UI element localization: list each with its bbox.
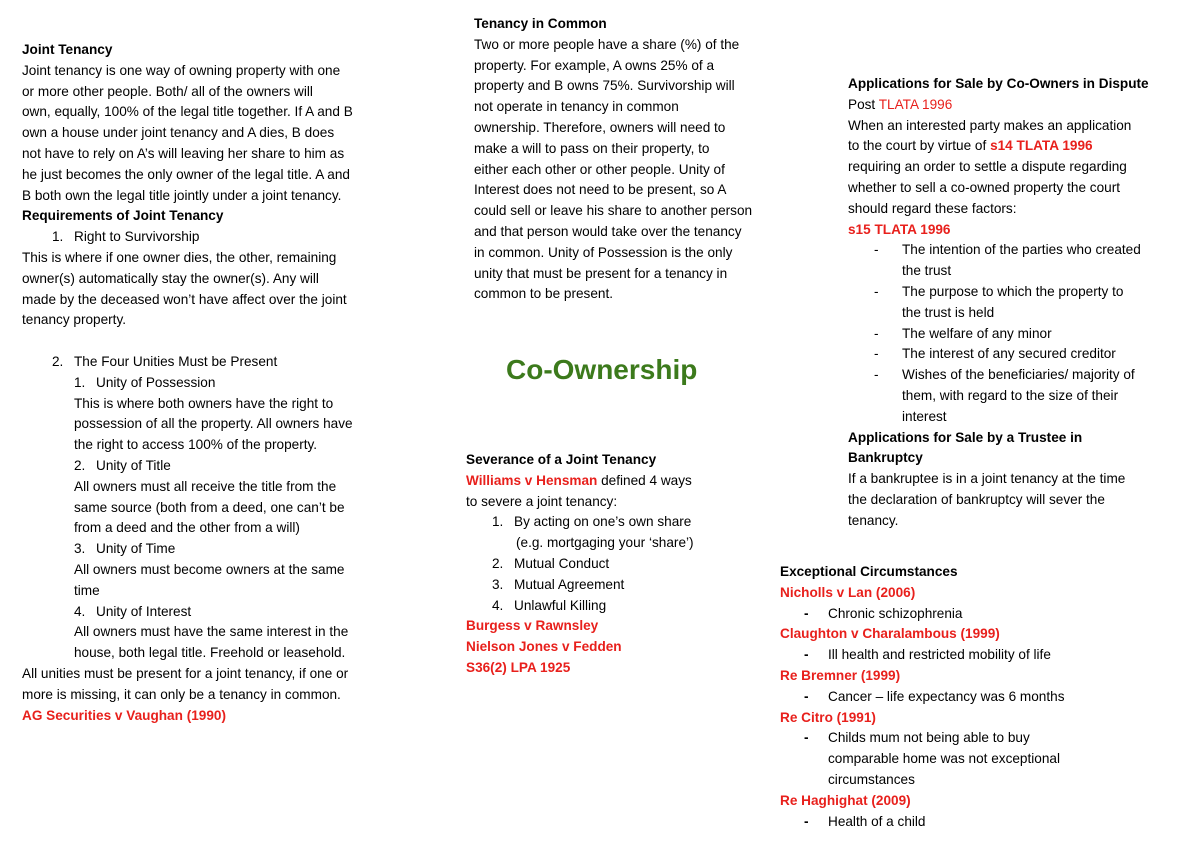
text-line: [848, 95, 1188, 116]
factor-item: [848, 344, 1188, 365]
text-line: [466, 471, 766, 492]
text-line: Chronic schizophrenia: [828, 605, 963, 621]
list-item-label: The Four Unities Must be Present: [74, 353, 278, 369]
text-line: property and B owns 75%. Survivorship will: [474, 78, 735, 94]
unity-title: [22, 456, 432, 477]
list-number: 1.: [74, 374, 86, 390]
text-line: B both own the legal title jointly under a joint tenancy.: [22, 187, 342, 203]
dash-bullet: -: [804, 813, 809, 829]
text-line: make a will to pass on their property, to: [474, 140, 710, 156]
unity-name: Unity of Possession: [96, 374, 216, 390]
exceptional-heading: Exceptional Circumstances: [780, 564, 958, 579]
case-citation: Nielson Jones v Fedden: [466, 639, 622, 655]
text-line: owner(s) automatically stay the owner(s). Any will: [22, 270, 319, 286]
statute-reference: s14 TLATA 1996: [990, 138, 1093, 154]
text-line: the declaration of bankruptcy will sever the: [848, 491, 1105, 507]
text-line: All owners must have the same interest in the: [74, 624, 349, 640]
tenancy-in-common-section: [474, 14, 814, 305]
text-line: in common. Unity of Possession is the only: [474, 244, 733, 260]
case-citation: Claughton v Charalambous (1999): [780, 626, 1000, 642]
factor-item: [848, 240, 1188, 282]
text-line: the trust is held: [902, 304, 995, 320]
unity-title: [22, 539, 432, 560]
text-line: more is missing, it can only be a tenancy in common.: [22, 686, 341, 702]
dash-bullet: -: [874, 283, 879, 299]
text-line: The welfare of any minor: [902, 325, 1052, 341]
page-title: Co-Ownership: [506, 354, 698, 385]
text-line: All owners must become owners at the same: [74, 561, 345, 577]
severance-heading: Severance of a Joint Tenancy: [466, 452, 657, 467]
text-line: whether to sell a co-owned property the court: [848, 179, 1121, 195]
text-line: not operate in tenancy in common: [474, 99, 679, 115]
text-line: possession of all the property. All owners have: [74, 416, 353, 432]
case-citation: AG Securities v Vaughan (1990): [22, 707, 226, 723]
dash-bullet: -: [804, 730, 809, 746]
unity-title: [22, 602, 432, 623]
text-line: This is where both owners have the right to: [74, 395, 334, 411]
text-line: them, with regard to the size of their: [902, 387, 1119, 403]
case-citation: Re Citro (1991): [780, 709, 876, 725]
exceptional-circumstances-section: [780, 562, 1120, 832]
list-item-label: Unlawful Killing: [514, 597, 607, 613]
text-line: the right to access 100% of the property.: [74, 437, 318, 453]
bankruptcy-heading: Applications for Sale by a Trustee in: [848, 429, 1083, 445]
case-citation: Burgess v Rawnsley: [466, 618, 599, 634]
list-item-label: Right to Survivorship: [74, 229, 200, 245]
case-citation: Nicholls v Lan (2006): [780, 584, 916, 600]
spacer: [22, 331, 432, 352]
case-point: [780, 812, 1120, 833]
list-item: [466, 554, 766, 575]
text-line: tenancy.: [848, 512, 899, 528]
dash-bullet: -: [874, 325, 879, 341]
dash-bullet: -: [874, 242, 879, 258]
case-point: [780, 604, 1120, 625]
list-number: 3.: [74, 541, 86, 557]
text-line: The interest of any secured creditor: [902, 346, 1116, 362]
text-line: and that person would take over the tenancy: [474, 223, 742, 239]
text-fragment: to the court by virtue of: [848, 138, 991, 154]
unity-name: Unity of Interest: [96, 603, 192, 619]
text-line: All owners must all receive the title from the: [74, 478, 337, 494]
text-line: own, equally, 100% of the legal title together. If A and B: [22, 104, 353, 120]
text-line: property. For example, A owns 25% of a: [474, 57, 715, 73]
text-line: own a house under joint tenancy and A dies, B does: [22, 125, 335, 141]
case-point: [780, 728, 1120, 790]
text-line: Health of a child: [828, 813, 926, 829]
dash-bullet: -: [804, 688, 809, 704]
text-line: to severe a joint tenancy:: [466, 493, 618, 509]
text-line: interest: [902, 408, 947, 424]
text-line: from a deed and the other from a will): [74, 520, 300, 536]
applications-heading: Applications for Sale by Co-Owners in Dispute: [848, 76, 1149, 91]
list-item: [466, 512, 766, 533]
list-number: 2.: [492, 555, 504, 571]
dash-bullet: -: [874, 346, 879, 362]
case-point: [780, 687, 1120, 708]
text-line: If a bankruptee is in a joint tenancy at the time: [848, 471, 1126, 487]
case-citation: Williams v Hensman: [466, 472, 598, 488]
text-line: All unities must be present for a joint tenancy, if one or: [22, 665, 349, 681]
list-item-label: By acting on one’s own share: [514, 514, 692, 530]
list-item: [466, 596, 766, 617]
joint-tenancy-section: [22, 40, 432, 726]
dash-bullet: -: [804, 647, 809, 663]
text-line: he just becomes the only owner of the legal title. A and: [22, 166, 350, 182]
dash-bullet: -: [804, 605, 809, 621]
list-number: 1.: [52, 229, 64, 245]
text-line: unity that must be present for a tenancy in: [474, 265, 728, 281]
text-fragment: Post: [848, 96, 879, 112]
list-number: 2.: [74, 457, 86, 473]
list-number: 4.: [74, 603, 86, 619]
list-number: 4.: [492, 597, 504, 613]
text-line: When an interested party makes an application: [848, 117, 1132, 133]
text-line: circumstances: [828, 771, 915, 787]
factor-item: [848, 365, 1188, 427]
unity-title: [22, 373, 432, 394]
case-citation: Re Haghighat (2009): [780, 792, 911, 808]
text-line: house, both legal title. Freehold or leasehold.: [74, 645, 346, 661]
list-number: 1.: [492, 514, 504, 530]
text-line: Joint tenancy is one way of owning property with one: [22, 62, 341, 78]
list-item-label: Mutual Agreement: [514, 576, 625, 592]
case-citation: S36(2) LPA 1925: [466, 659, 571, 675]
text-line: could sell or leave his share to another person: [474, 203, 753, 219]
text-line: same source (both from a deed, one can’t be: [74, 499, 345, 515]
text-line: Cancer – life expectancy was 6 months: [828, 688, 1065, 704]
severance-section: [466, 450, 766, 679]
text-line: Wishes of the beneficiaries/ majority of: [902, 367, 1135, 383]
text-fragment: defined 4 ways: [597, 472, 692, 488]
case-citation: Re Bremner (1999): [780, 667, 901, 683]
text-line: Interest does not need to be present, so A: [474, 182, 727, 198]
text-line: ownership. Therefore, owners will need to: [474, 119, 726, 135]
text-line: the trust: [902, 263, 952, 279]
list-number: 2.: [52, 353, 64, 369]
factor-item: [848, 324, 1188, 345]
text-line: Ill health and restricted mobility of life: [828, 647, 1051, 663]
text-line: The intention of the parties who created: [902, 242, 1141, 258]
joint-tenancy-heading: Joint Tenancy: [22, 42, 113, 57]
bankruptcy-heading: Bankruptcy: [848, 450, 923, 466]
text-line: requiring an order to settle a dispute regarding: [848, 159, 1127, 175]
list-number: 3.: [492, 576, 504, 592]
text-line: Childs mum not being able to buy: [828, 730, 1030, 746]
text-line: common to be present.: [474, 286, 614, 302]
text-line: Two or more people have a share (%) of the: [474, 36, 740, 52]
unity-name: Unity of Time: [96, 541, 176, 557]
text-line: [848, 136, 1188, 157]
text-line: (e.g. mortgaging your ‘share’): [516, 535, 694, 551]
unity-name: Unity of Title: [96, 457, 171, 473]
text-line: either each other or other people. Unity of: [474, 161, 725, 177]
text-line: time: [74, 582, 100, 598]
list-item: [466, 575, 766, 596]
list-item-label: Mutual Conduct: [514, 555, 610, 571]
list-item: [22, 227, 432, 248]
text-line: comparable home was not exceptional: [828, 751, 1060, 767]
text-line: should regard these factors:: [848, 200, 1017, 216]
text-line: tenancy property.: [22, 312, 127, 328]
requirements-heading: Requirements of Joint Tenancy: [22, 208, 224, 224]
case-point: [780, 645, 1120, 666]
tenancy-in-common-heading: Tenancy in Common: [474, 16, 607, 31]
dash-bullet: -: [874, 367, 879, 383]
statute-reference: TLATA 1996: [878, 96, 953, 112]
text-line: This is where if one owner dies, the other, remaining: [22, 249, 337, 265]
applications-section: [848, 74, 1188, 532]
text-line: or more other people. Both/ all of the owners will: [22, 83, 313, 99]
text-line: The purpose to which the property to: [902, 283, 1124, 299]
list-item: [22, 352, 432, 373]
text-line: not have to rely on A’s will leaving her share to him as: [22, 145, 345, 161]
factor-item: [848, 282, 1188, 324]
text-line: made by the deceased won’t have affect over the joint: [22, 291, 347, 307]
statute-reference: s15 TLATA 1996: [848, 221, 951, 237]
